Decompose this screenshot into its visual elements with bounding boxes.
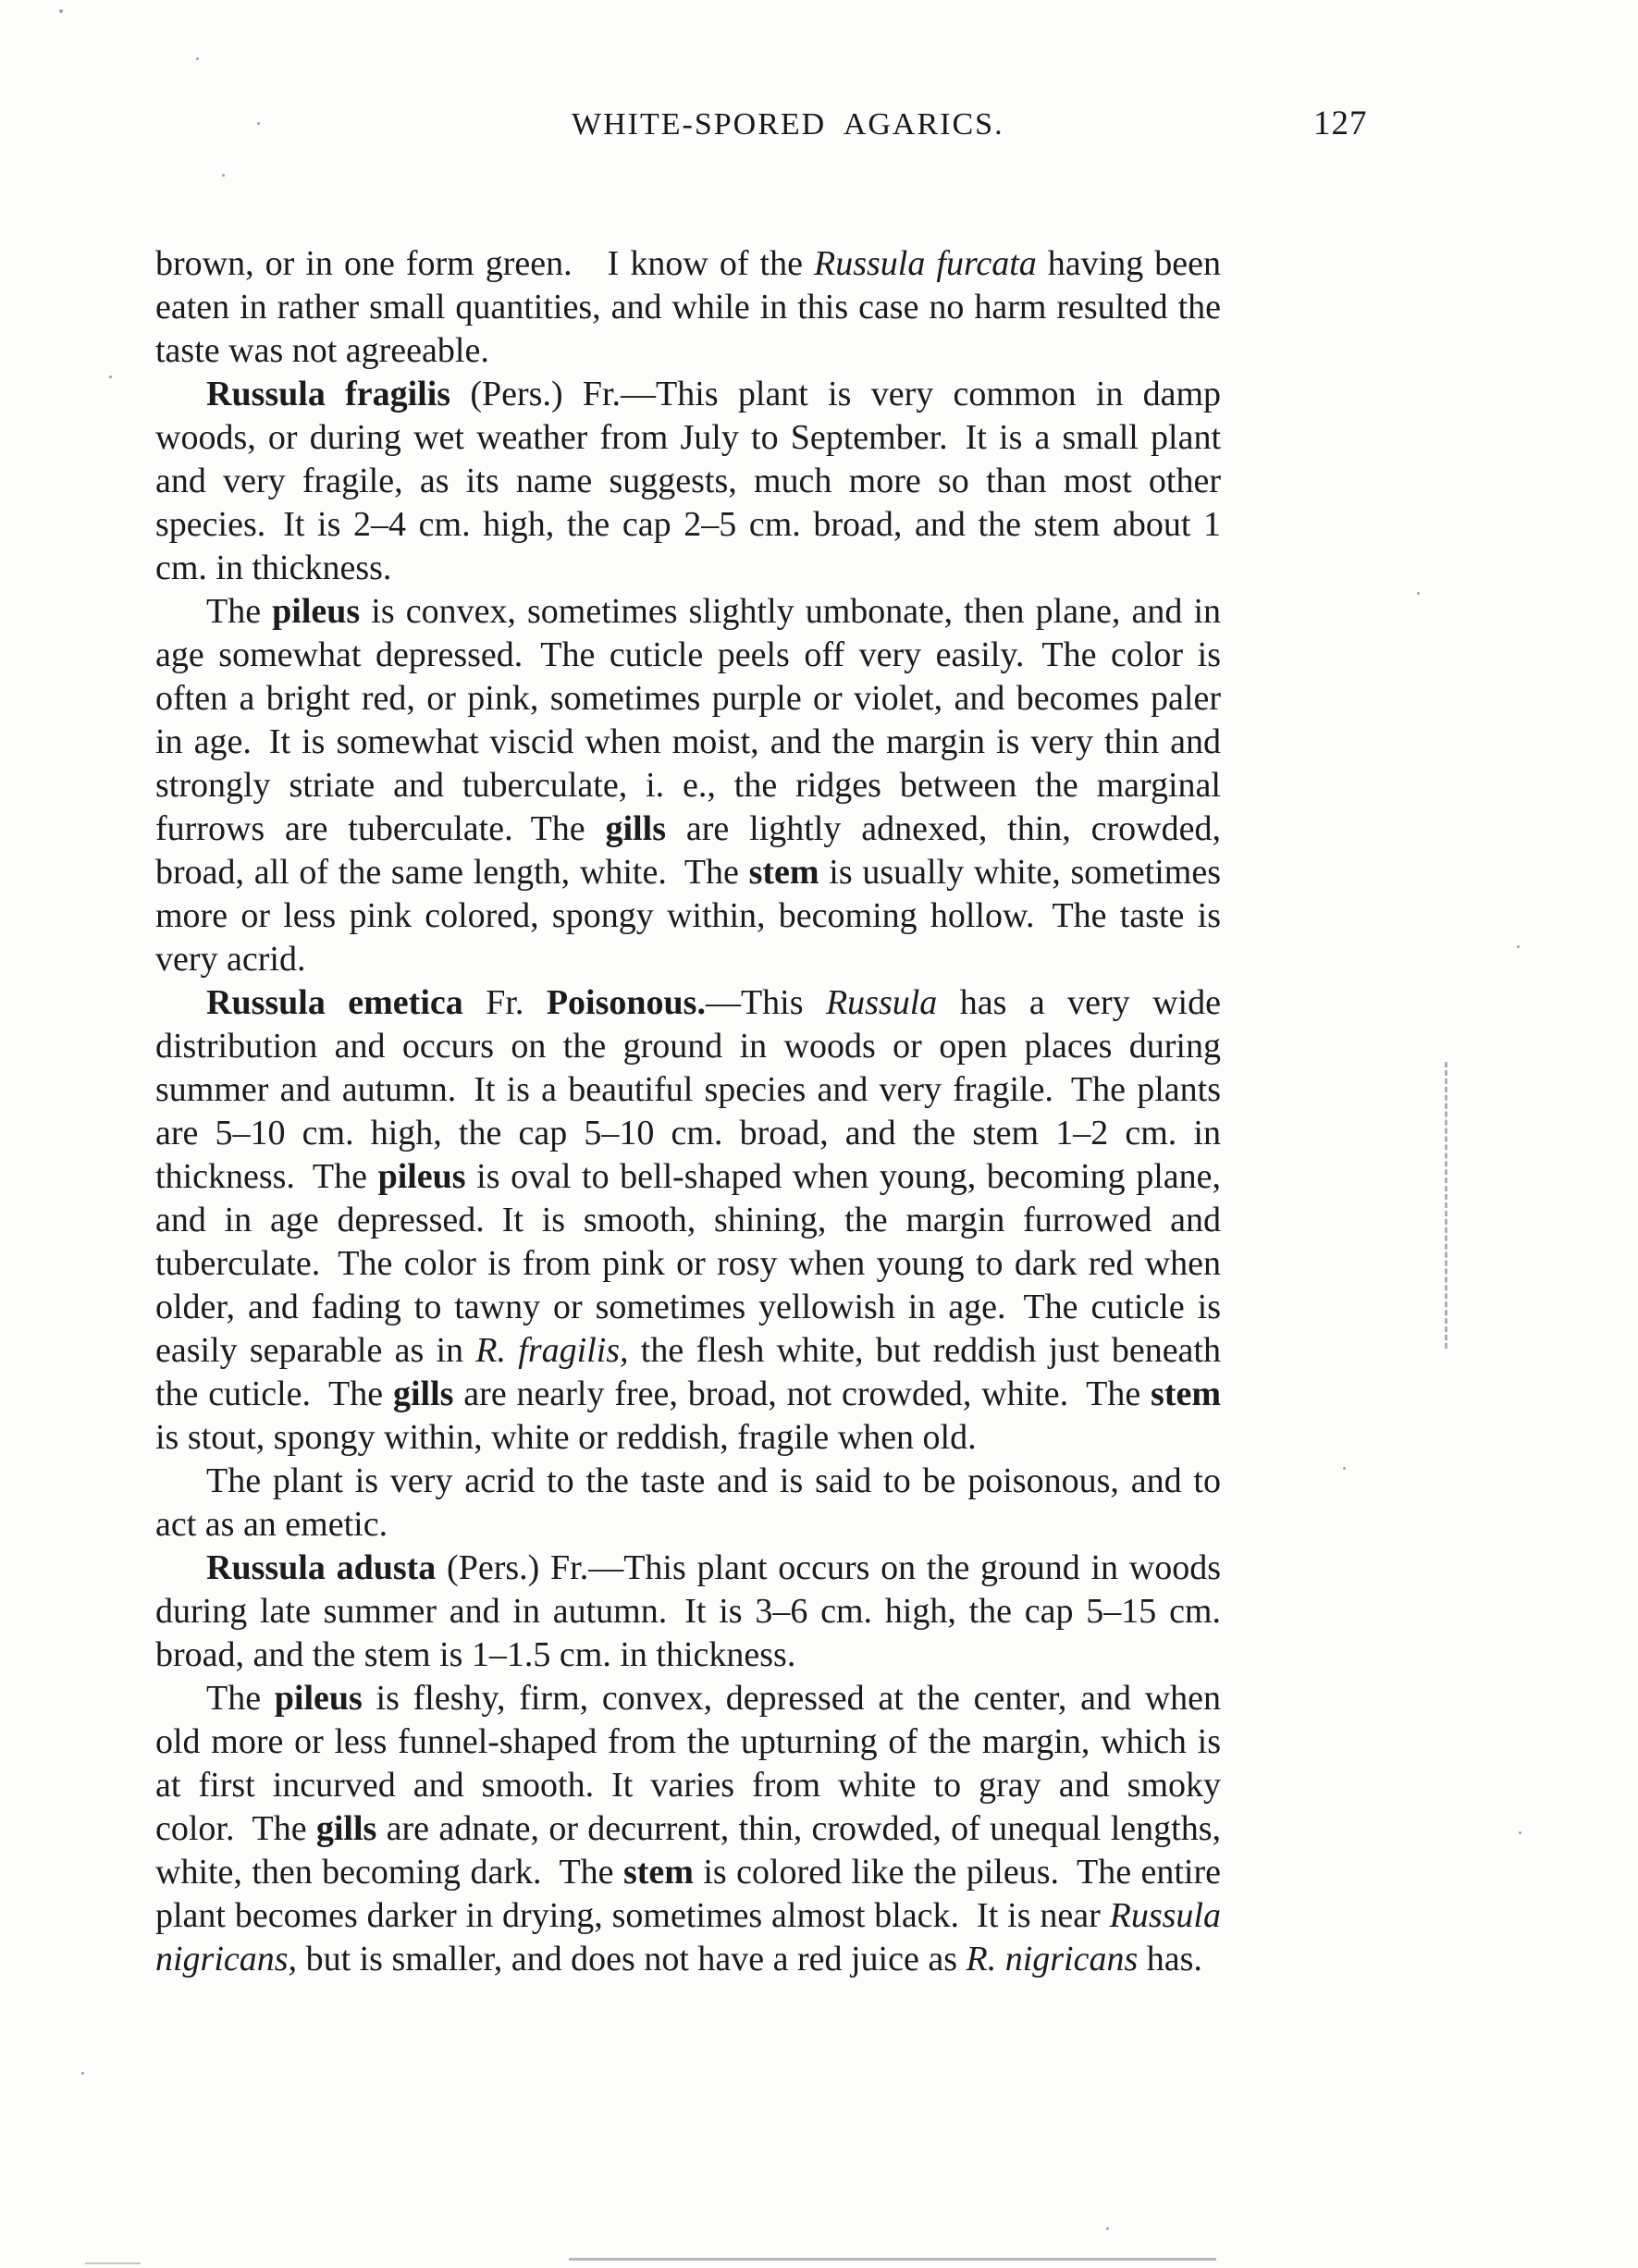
text-run-normal: has.	[1138, 1940, 1202, 1978]
text-run-normal: are lightly adnexed, thin, crowded, broad, all of the same length, white. The	[155, 809, 1221, 892]
page-number: 127	[1313, 105, 1368, 142]
paragraph	[155, 373, 1221, 590]
text-run-bold: Poisonous.	[546, 983, 706, 1022]
text-run-normal: Fr.	[462, 983, 547, 1022]
paragraph	[155, 1547, 1221, 1677]
text-run-normal: has a very wide distribution and occurs on the ground in woods or open places during summer and autumn. It is a beautiful species and very fragile. The plants are 5–10 cm. high, the cap 5–10 cm. broad, and the stem 1–2 cm. in thickness. The	[155, 983, 1221, 1196]
text-run-normal: is colored like the pileus. The entire plant becomes darker in drying, sometimes almost black. It is near	[155, 1853, 1222, 1935]
text-run-normal: is usually white, sometimes more or less pink colored, spongy within, becoming hollow. The taste is very acrid.	[155, 853, 1221, 979]
scan-speckle	[257, 122, 260, 125]
scan-artifact-dashed-line	[1445, 1062, 1447, 1349]
text-run-bold: pileus	[274, 1679, 363, 1718]
text-run-normal: having been eaten in rather small quantities, and while in this case no harm resulted the taste was not agreeable.	[155, 244, 1221, 370]
text-run-bold: gills	[392, 1374, 454, 1413]
text-run-bold: stem	[1151, 1374, 1222, 1413]
text-run-italic: Russula furcata	[814, 244, 1037, 283]
text-run-italic: Russula nigricans,	[155, 1896, 1221, 1978]
text-run-bold: pileus	[272, 592, 361, 631]
scan-speckle	[59, 9, 63, 13]
text-run-normal: are adnate, or decurrent, thin, crowded, of unequal lengths, white, then becoming dark. The	[155, 1809, 1221, 1892]
scan-speckle	[1417, 592, 1420, 595]
running-header-title: WHITE-SPORED AGARICS.	[572, 107, 1004, 142]
text-run-normal: is convex, sometimes slightly umbonate, then plane, and in age somewhat depressed. The cuticle peels off very easily. The color is often a bright red, or pink, sometimes purple or violet, and becomes paler in age. It is somewhat viscid when moist, and the margin is very thin and strongly striate and tuberculate, i. e., the ridges between the marginal furrows are tuberculate. The	[155, 592, 1221, 848]
text-run-normal: are nearly free, broad, not crowded, white. The	[453, 1374, 1152, 1413]
text-run-italic: Russula	[825, 983, 938, 1022]
scan-speckle	[196, 57, 199, 60]
text-run-normal: The plant is very acrid to the taste and is said to be poisonous, and to act as an emetic.	[155, 1461, 1221, 1544]
text-run-bold: Russula adusta	[206, 1548, 437, 1587]
paragraph	[155, 590, 1221, 981]
paragraph	[155, 242, 1221, 373]
paragraph	[155, 981, 1221, 1460]
text-run-normal: The	[206, 592, 273, 631]
scan-speckle	[1343, 1467, 1346, 1470]
text-run-bold: stem	[622, 1853, 694, 1892]
scan-speckle	[1517, 945, 1520, 948]
text-run-normal: brown, or in one form green. I know of the	[155, 244, 814, 283]
text-run-italic: R. nigricans	[966, 1940, 1139, 1978]
text-run-normal: is stout, spongy within, white or reddish, fragile when old.	[155, 1418, 977, 1457]
text-run-italic: R. fragilis,	[475, 1331, 629, 1370]
scan-artifact-bottom-left	[85, 2262, 141, 2264]
text-run-normal: is fleshy, firm, convex, depressed at the center, and when old more or less funnel-shaped from the upturning of the margin, which is at first incurved and smooth. It varies from white to gray and smoky color. The	[155, 1679, 1222, 1848]
text-run-normal: is oval to bell-shaped when young, becoming plane, and in age depressed. It is smooth, shining, the margin furrowed and tuberculate. The color is from pink or rosy when young to dark red when older, and fading to tawny or sometimes yellowish in age. The cuticle is easily separable as in	[155, 1157, 1221, 1370]
text-run-normal: (Pers.) Fr.—This plant is very common in damp woods, or during wet weather from July to September. It is a small plant and very fragile, as its name suggests, much more so than most other species. It is 2–4 cm. high, the cap 2–5 cm. broad, and the stem about 1 cm. in thickness.	[155, 375, 1222, 587]
scan-speckle	[222, 174, 225, 177]
text-run-bold: gills	[605, 809, 667, 848]
text-run-normal: (Pers.) Fr.—This plant occurs on the ground in woods during late summer and in autumn. It is 3–6 cm. high, the cap 5–15 cm. broad, and the stem is 1–1.5 cm. in thickness.	[155, 1548, 1221, 1674]
text-run-normal: but is smaller, and does not have a red juice as	[297, 1940, 967, 1978]
text-run-bold: Russula emetica	[206, 983, 463, 1022]
text-run-bold: gills	[315, 1809, 377, 1848]
text-run-normal: the flesh white, but reddish just beneath the cuticle. The	[155, 1331, 1221, 1413]
text-run-bold: pileus	[377, 1157, 466, 1196]
scan-artifact-bottom-edge	[569, 2258, 1216, 2261]
scan-speckle	[1519, 1831, 1521, 1834]
text-run-bold: stem	[748, 853, 819, 892]
paragraph	[155, 1460, 1221, 1547]
text-run-bold: Russula fragilis	[206, 375, 451, 413]
scan-speckle	[109, 376, 112, 378]
scan-speckle	[398, 387, 400, 389]
scan-speckle	[1106, 2227, 1109, 2230]
text-run-normal: —This	[705, 983, 826, 1022]
text-run-normal: The	[206, 1679, 275, 1718]
body-text	[155, 242, 1221, 1981]
scan-speckle	[81, 2072, 84, 2075]
paragraph	[155, 1677, 1221, 1981]
